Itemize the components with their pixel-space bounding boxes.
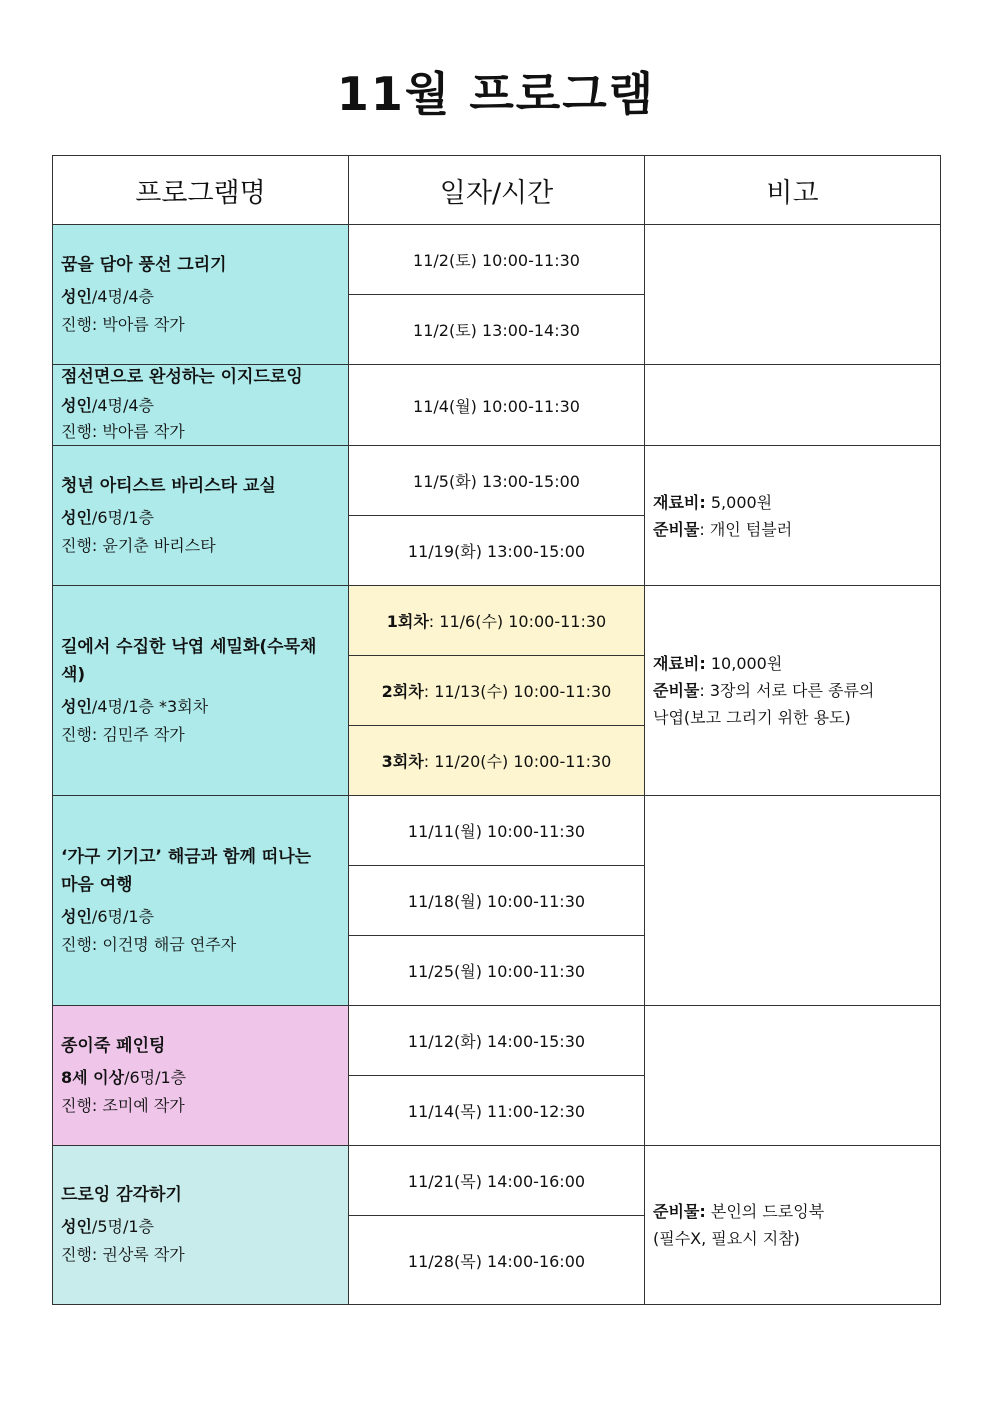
schedule-time: 11/12(화) 14:00-15:30 xyxy=(349,1006,645,1076)
program-name: 청년 아티스트 바리스타 교실 xyxy=(61,475,276,496)
program-name: 드로잉 감각하기 xyxy=(61,1185,182,1205)
session-time: 3회차: 11/20(수) 10:00-11:30 xyxy=(349,726,645,796)
remarks-supplies-detail: (필수X, 필요시 지참) xyxy=(653,1229,800,1248)
remarks-supplies: 준비물: 3장의 서로 다른 종류의 xyxy=(653,681,875,700)
program-target: 성인/6명/1층 xyxy=(61,507,154,527)
remarks-supplies: 준비물: 본인의 드로잉북 xyxy=(653,1202,825,1221)
program-cell xyxy=(53,365,349,446)
remarks-fee: 재료비: 10,000원 xyxy=(653,654,783,673)
schedule-time: 11/2(토) 13:00-14:30 xyxy=(349,295,645,365)
program-leader: 진행: 김민주 작가 xyxy=(61,724,185,744)
program-name: 꿈을 담아 풍선 그리기 xyxy=(61,254,227,275)
program-name-line2: 마음 여행 xyxy=(61,874,133,895)
program-cell xyxy=(53,446,349,586)
table-row xyxy=(53,796,941,866)
header-date-time: 일자/시간 xyxy=(349,156,645,225)
remarks-supplies-detail: 낙엽(보고 그리기 위한 용도) xyxy=(653,708,851,727)
program-leader: 진행: 박아름 작가 xyxy=(61,314,185,334)
program-leader: 진행: 권상록 작가 xyxy=(61,1245,185,1264)
header-program-name: 프로그램명 xyxy=(53,156,349,225)
remarks-supplies: 준비물: 개인 텀블러 xyxy=(653,519,793,539)
program-name: 점선면으로 완성하는 이지드로잉 xyxy=(61,367,303,387)
page-title: 11월 프로그램 xyxy=(336,67,656,121)
program-leader: 진행: 박아름 작가 xyxy=(61,422,185,441)
program-target: 성인/6명/1층 xyxy=(61,906,154,926)
program-leader: 진행: 이건명 해금 연주자 xyxy=(61,934,237,954)
remarks-cell xyxy=(645,446,941,586)
program-cell xyxy=(53,586,349,796)
table-row xyxy=(53,446,941,516)
remarks-cell xyxy=(645,225,941,365)
table-row xyxy=(53,586,941,656)
program-name-line1: ‘가구 기기고’ 해금과 함께 떠나는 xyxy=(61,846,312,867)
remarks-cell xyxy=(645,586,941,796)
program-target: 성인/4명/4층 xyxy=(61,286,154,306)
schedule-time: 11/14(목) 11:00-12:30 xyxy=(349,1076,645,1146)
schedule-time: 11/5(화) 13:00-15:00 xyxy=(349,446,645,516)
schedule-time: 11/21(목) 14:00-16:00 xyxy=(349,1146,645,1216)
schedule-time: 11/19(화) 13:00-15:00 xyxy=(349,516,645,586)
program-cell xyxy=(53,796,349,1006)
schedule-time: 11/4(월) 10:00-11:30 xyxy=(349,365,645,446)
program-target: 성인/5명/1층 xyxy=(61,1217,154,1236)
program-target: 성인/4명/4층 xyxy=(61,396,154,415)
table-row xyxy=(53,1146,941,1216)
program-cell xyxy=(53,225,349,365)
program-cell xyxy=(53,1006,349,1146)
schedule-time: 11/25(월) 10:00-11:30 xyxy=(349,936,645,1006)
program-cell xyxy=(53,1146,349,1305)
program-leader: 진행: 조미예 작가 xyxy=(61,1095,185,1115)
program-name: 길에서 수집한 낙엽 세밀화(수묵채색) xyxy=(61,636,317,685)
program-target: 8세 이상/6명/1층 xyxy=(61,1067,187,1087)
program-leader: 진행: 윤기춘 바리스타 xyxy=(61,535,216,555)
remarks-cell xyxy=(645,796,941,1006)
remarks-fee: 재료비: 5,000원 xyxy=(653,492,773,512)
table-row xyxy=(53,1006,941,1076)
program-table xyxy=(52,155,941,1305)
remarks-cell xyxy=(645,1146,941,1305)
program-name: 종이죽 페인팅 xyxy=(61,1035,166,1056)
table-row xyxy=(53,365,941,446)
session-time: 1회차: 11/6(수) 10:00-11:30 xyxy=(349,586,645,656)
schedule-time: 11/18(월) 10:00-11:30 xyxy=(349,866,645,936)
session-time: 2회차: 11/13(수) 10:00-11:30 xyxy=(349,656,645,726)
table-header-row xyxy=(53,156,941,225)
header-remarks: 비고 xyxy=(645,156,941,225)
program-target: 성인/4명/1층 *3회차 xyxy=(61,696,209,716)
schedule-time: 11/28(목) 14:00-16:00 xyxy=(349,1216,645,1305)
remarks-cell xyxy=(645,365,941,446)
schedule-time: 11/11(월) 10:00-11:30 xyxy=(349,796,645,866)
table-row xyxy=(53,225,941,295)
schedule-time: 11/2(토) 10:00-11:30 xyxy=(349,225,645,295)
remarks-cell xyxy=(645,1006,941,1146)
